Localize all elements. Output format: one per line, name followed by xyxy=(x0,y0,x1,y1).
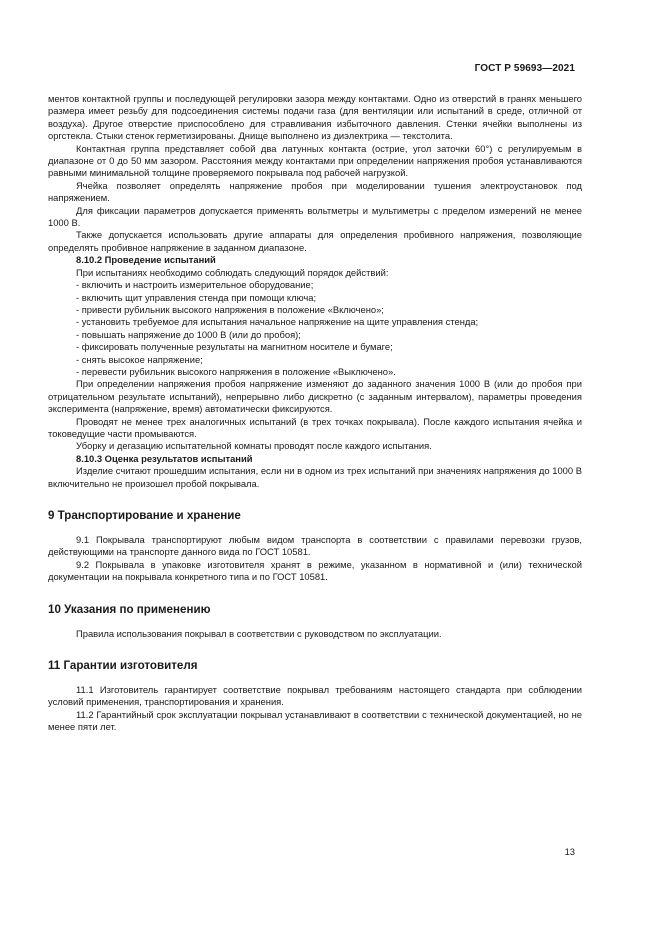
document-body xyxy=(48,93,582,734)
paragraph: Ячейка позволяет определять напряжение пробоя при моделировании тушения электроустановок под напряжением. xyxy=(48,179,582,204)
subsection-heading-8-10-3: 8.10.3 Оценка результатов испытаний xyxy=(76,452,253,464)
paragraph: ментов контактной группы и последующей регулировки зазора между контактами. Одно из отверстий в гранях меньшего размера имеет резьбу для подсоединения системы подачи газа (для вентиляции или испытаний в среде, отличной от воздуха). Другое отверстие приспособлено для стравливания избыточного давления. Стенки ячейки выполнены из оргстекла. Стыки стенок герметизированы. Днище выполнено из диэлектрика — текстолита. xyxy=(48,93,582,142)
list-item: - фиксировать полученные результаты на магнитном носителе и бумаге; xyxy=(76,341,393,353)
paragraph: Уборку и дегазацию испытательной комнаты проводят после каждого испытания. xyxy=(76,440,432,452)
paragraph: Правила использования покрывал в соответствии с руководством по эксплуатации. xyxy=(76,627,442,639)
page-number: 13 xyxy=(564,846,575,857)
paragraph: Для фиксации параметров допускается применять вольтметры и мультиметры с пределом измерений не менее 1000 В. xyxy=(48,204,582,229)
list-item: - включить и настроить измерительное оборудование; xyxy=(76,279,314,291)
paragraph: Контактная группа представляет собой два латунных контакта (острие, угол заточки 60°) с регулируемым в диапазоне от 0 до 50 мм зазором. Расстояния между контактами при определении напряжения пробоя устанавливаются равными минимальной толщине проверяемого покрывала под рабочей нагрузкой. xyxy=(48,142,582,179)
paragraph: 9.2 Покрывала в упаковке изготовителя хранят в режиме, указанном в нормативной и (или) технической документации на покрывала конкретного типа и по ГОСТ 10581. xyxy=(48,558,582,583)
list-item: - перевести рубильник высокого напряжения в положение «Выключено». xyxy=(76,365,396,377)
list-item: - включить щит управления стенда при помощи ключа; xyxy=(76,291,317,303)
list-item: - привести рубильник высокого напряжения в положение «Включено»; xyxy=(76,303,384,315)
list-item: - снять высокое напряжение; xyxy=(76,353,203,365)
paragraph: Также допускается использовать другие аппараты для определения пробивного напряжения, позволяющие определять пробивное напряжение в заданном диапазоне. xyxy=(48,229,582,253)
paragraph: При испытаниях необходимо соблюдать следующий порядок действий: xyxy=(76,266,389,278)
section-heading-10: 10 Указания по применению xyxy=(48,602,211,616)
list-item: - установить требуемое для испытания начальное напряжение на щите управления стенда; xyxy=(76,316,479,328)
paragraph: 11.1 Изготовитель гарантирует соответствие покрывал требованиям настоящего стандарта при соблюдении условий применения, транспортирования и хранения. xyxy=(48,684,582,708)
section-heading-9: 9 Транспортирование и хранение xyxy=(48,509,241,522)
paragraph: При определении напряжения пробоя напряжение изменяют до заданного значения 1000 В (или до пробоя при отрицательном результате испытаний), непрерывно либо дискретно (с заданным интервалом), параметры проведения эксперимента (напряжение, время) автоматически фиксируются. xyxy=(48,378,582,415)
list-item: - повышать напряжение до 1000 В (или до пробоя); xyxy=(76,328,301,340)
paragraph: 11.2 Гарантийный срок эксплуатации покрывал устанавливают в соответствии с технической документацией, но не менее пяти лет. xyxy=(48,708,582,733)
section-heading-11: 11 Гарантии изготовителя xyxy=(48,659,198,673)
standard-code: ГОСТ Р 59693—2021 xyxy=(474,63,575,74)
subsection-heading-8-10-2: 8.10.2 Проведение испытаний xyxy=(76,254,216,266)
paragraph: 9.1 Покрывала транспортируют любым видом транспорта в соответствии с правилами перевозки грузов, действующими на транспорте данного вида по ГОСТ 10581. xyxy=(48,534,582,558)
paragraph: Проводят не менее трех аналогичных испытаний (в трех точках покрывала). После каждого испытания ячейка и токоведущие части промываются. xyxy=(48,415,582,439)
paragraph: Изделие считают прошедшим испытания, если ни в одном из трех испытаний при значениях напряжения до 1000 В включительно не произошел пробой покрывала. xyxy=(48,465,582,489)
